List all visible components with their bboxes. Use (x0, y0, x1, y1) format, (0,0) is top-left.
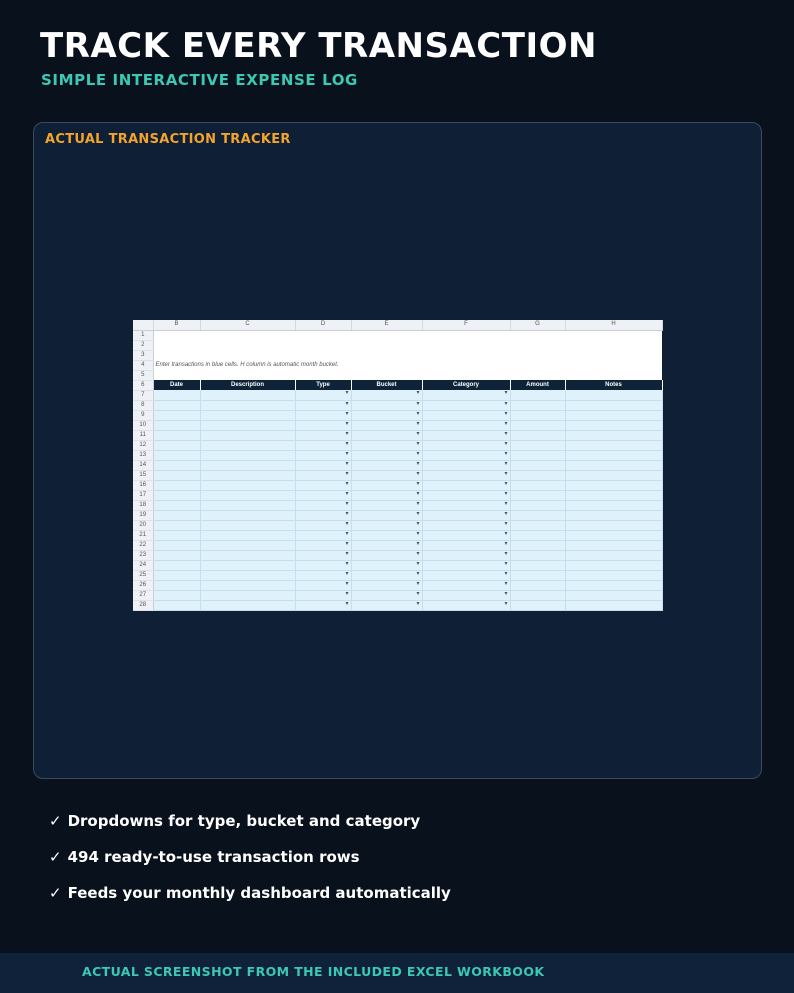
row-number[interactable]: 6 (133, 380, 153, 390)
input-cell-notes[interactable] (565, 510, 662, 520)
dropdown-cell-bucket[interactable] (351, 570, 422, 580)
dropdown-cell-category[interactable] (422, 420, 510, 430)
sheet-cell[interactable] (351, 340, 422, 350)
row-number[interactable]: 26 (133, 580, 153, 590)
input-cell-notes[interactable] (565, 560, 662, 570)
row-number[interactable]: 25 (133, 570, 153, 580)
dropdown-cell-category[interactable] (422, 550, 510, 560)
table-row (133, 470, 662, 480)
input-cell-description[interactable] (200, 450, 295, 460)
dropdown-cell-bucket[interactable] (351, 390, 422, 400)
input-cell-date[interactable] (153, 480, 200, 490)
dropdown-cell-bucket[interactable] (351, 460, 422, 470)
feature-text: 494 ready-to-use transaction rows (67, 848, 360, 866)
table-row (133, 590, 662, 600)
sheet-row (133, 370, 662, 380)
page-title: TRACK EVERY TRANSACTION (40, 26, 597, 66)
dropdown-cell-type[interactable] (295, 520, 351, 530)
input-cell-date[interactable] (153, 460, 200, 470)
dropdown-cell-category[interactable] (422, 460, 510, 470)
input-cell-amount[interactable] (510, 420, 565, 430)
row-number[interactable]: 1 (133, 330, 153, 340)
table-row (133, 460, 662, 470)
row-number[interactable]: 23 (133, 550, 153, 560)
dropdown-cell-type[interactable] (295, 550, 351, 560)
sheet-cell[interactable] (510, 340, 565, 350)
check-icon: ✓ (49, 812, 62, 830)
dropdown-cell-bucket[interactable] (351, 530, 422, 540)
input-cell-date[interactable] (153, 420, 200, 430)
input-cell-description[interactable] (200, 600, 295, 610)
table-row (133, 440, 662, 450)
sheet-row (133, 330, 662, 340)
sheet-cell[interactable] (422, 350, 510, 360)
sheet-cell[interactable] (422, 330, 510, 340)
sheet-cell[interactable] (565, 330, 662, 340)
input-cell-notes[interactable] (565, 430, 662, 440)
dropdown-cell-type[interactable] (295, 510, 351, 520)
input-cell-date[interactable] (153, 510, 200, 520)
column-letter[interactable]: B (153, 320, 200, 330)
sheet-cell[interactable] (565, 350, 662, 360)
column-letter[interactable]: F (422, 320, 510, 330)
row-number[interactable]: 11 (133, 430, 153, 440)
row-number[interactable]: 15 (133, 470, 153, 480)
dropdown-cell-type[interactable] (295, 500, 351, 510)
dropdown-cell-category[interactable] (422, 450, 510, 460)
screenshot-panel (33, 122, 762, 779)
input-cell-notes[interactable] (565, 470, 662, 480)
input-cell-amount[interactable] (510, 560, 565, 570)
dropdown-cell-type[interactable] (295, 530, 351, 540)
spreadsheet-grid (133, 320, 663, 611)
column-letter[interactable]: C (200, 320, 295, 330)
dropdown-cell-bucket[interactable] (351, 400, 422, 410)
dropdown-cell-bucket[interactable] (351, 490, 422, 500)
input-cell-description[interactable] (200, 500, 295, 510)
input-cell-description[interactable] (200, 470, 295, 480)
row-number[interactable]: 18 (133, 500, 153, 510)
footer-bar (0, 953, 794, 993)
instruction-note[interactable]: Enter transactions in blue cells. H column is automatic month bucket. (153, 360, 662, 370)
column-header-bucket[interactable]: Bucket (351, 380, 422, 390)
dropdown-cell-category[interactable] (422, 510, 510, 520)
input-cell-description[interactable] (200, 510, 295, 520)
table-header-row (133, 380, 662, 390)
feature-item (49, 846, 451, 882)
table-row (133, 430, 662, 440)
column-header-notes[interactable]: Notes (565, 380, 662, 390)
table-row (133, 560, 662, 570)
row-number[interactable]: 19 (133, 510, 153, 520)
dropdown-cell-type[interactable] (295, 570, 351, 580)
input-cell-amount[interactable] (510, 460, 565, 470)
dropdown-cell-type[interactable] (295, 600, 351, 610)
dropdown-cell-category[interactable] (422, 580, 510, 590)
input-cell-date[interactable] (153, 500, 200, 510)
input-cell-description[interactable] (200, 480, 295, 490)
row-number[interactable]: 4 (133, 360, 153, 370)
dropdown-cell-bucket[interactable] (351, 600, 422, 610)
input-cell-description[interactable] (200, 580, 295, 590)
sheet-cell[interactable] (565, 340, 662, 350)
row-number[interactable]: 24 (133, 560, 153, 570)
input-cell-amount[interactable] (510, 550, 565, 560)
panel-label: ACTUAL TRANSACTION TRACKER (45, 132, 291, 147)
sheet-row (133, 340, 662, 350)
row-number[interactable]: 9 (133, 410, 153, 420)
dropdown-cell-category[interactable] (422, 400, 510, 410)
sheet-row (133, 350, 662, 360)
input-cell-amount[interactable] (510, 480, 565, 490)
input-cell-description[interactable] (200, 520, 295, 530)
input-cell-date[interactable] (153, 490, 200, 500)
row-number[interactable]: 2 (133, 340, 153, 350)
feature-item (49, 882, 451, 918)
sheet-cell[interactable] (351, 330, 422, 340)
dropdown-cell-bucket[interactable] (351, 590, 422, 600)
input-cell-notes[interactable] (565, 450, 662, 460)
table-row (133, 510, 662, 520)
table-row (133, 490, 662, 500)
input-cell-description[interactable] (200, 490, 295, 500)
input-cell-description[interactable] (200, 400, 295, 410)
dropdown-cell-category[interactable] (422, 520, 510, 530)
input-cell-description[interactable] (200, 390, 295, 400)
dropdown-cell-category[interactable] (422, 590, 510, 600)
sheet-cell[interactable] (565, 370, 662, 380)
row-number[interactable]: 20 (133, 520, 153, 530)
row-number[interactable]: 21 (133, 530, 153, 540)
sheet-cell[interactable] (295, 340, 351, 350)
column-letter[interactable]: D (295, 320, 351, 330)
dropdown-cell-bucket[interactable] (351, 500, 422, 510)
column-header-type[interactable]: Type (295, 380, 351, 390)
dropdown-cell-bucket[interactable] (351, 480, 422, 490)
table-row (133, 530, 662, 540)
row-number[interactable]: 14 (133, 460, 153, 470)
dropdown-cell-type[interactable] (295, 460, 351, 470)
input-cell-description[interactable] (200, 420, 295, 430)
row-number[interactable]: 5 (133, 370, 153, 380)
column-header-row (133, 320, 662, 330)
sheet-cell[interactable] (295, 350, 351, 360)
input-cell-notes[interactable] (565, 550, 662, 560)
input-cell-amount[interactable] (510, 490, 565, 500)
dropdown-cell-type[interactable] (295, 400, 351, 410)
input-cell-date[interactable] (153, 450, 200, 460)
input-cell-description[interactable] (200, 540, 295, 550)
input-cell-date[interactable] (153, 470, 200, 480)
input-cell-amount[interactable] (510, 510, 565, 520)
footer-caption: ACTUAL SCREENSHOT FROM THE INCLUDED EXCEL WORKBOOK (82, 964, 545, 979)
input-cell-date[interactable] (153, 530, 200, 540)
input-cell-amount[interactable] (510, 590, 565, 600)
row-number[interactable]: 17 (133, 490, 153, 500)
sheet-cell[interactable] (510, 370, 565, 380)
dropdown-cell-type[interactable] (295, 450, 351, 460)
dropdown-cell-category[interactable] (422, 560, 510, 570)
table-row (133, 390, 662, 400)
sheet-cell[interactable] (295, 330, 351, 340)
dropdown-cell-category[interactable] (422, 570, 510, 580)
dropdown-cell-type[interactable] (295, 430, 351, 440)
select-all-corner[interactable] (133, 320, 153, 330)
input-cell-date[interactable] (153, 400, 200, 410)
input-cell-amount[interactable] (510, 400, 565, 410)
input-cell-notes[interactable] (565, 600, 662, 610)
table-row (133, 580, 662, 590)
table-row (133, 420, 662, 430)
table-row (133, 600, 662, 610)
input-cell-amount[interactable] (510, 470, 565, 480)
input-cell-date[interactable] (153, 570, 200, 580)
dropdown-cell-bucket[interactable] (351, 440, 422, 450)
input-cell-notes[interactable] (565, 580, 662, 590)
column-header-date[interactable]: Date (153, 380, 200, 390)
input-cell-notes[interactable] (565, 540, 662, 550)
sheet-cell[interactable] (422, 340, 510, 350)
input-cell-date[interactable] (153, 520, 200, 530)
input-cell-date[interactable] (153, 580, 200, 590)
input-cell-date[interactable] (153, 560, 200, 570)
input-cell-amount[interactable] (510, 540, 565, 550)
sheet-cell[interactable] (422, 370, 510, 380)
input-cell-amount[interactable] (510, 570, 565, 580)
input-cell-description[interactable] (200, 550, 295, 560)
dropdown-cell-category[interactable] (422, 410, 510, 420)
spreadsheet-body (133, 330, 662, 610)
column-header-amount[interactable]: Amount (510, 380, 565, 390)
table-row (133, 550, 662, 560)
input-cell-notes[interactable] (565, 390, 662, 400)
dropdown-cell-category[interactable] (422, 530, 510, 540)
check-icon: ✓ (49, 848, 62, 866)
row-number[interactable]: 27 (133, 590, 153, 600)
input-cell-description[interactable] (200, 530, 295, 540)
row-number[interactable]: 12 (133, 440, 153, 450)
input-cell-date[interactable] (153, 430, 200, 440)
dropdown-cell-type[interactable] (295, 490, 351, 500)
row-number[interactable]: 16 (133, 480, 153, 490)
input-cell-notes[interactable] (565, 570, 662, 580)
column-letter[interactable]: E (351, 320, 422, 330)
feature-text: Feeds your monthly dashboard automatically (67, 884, 451, 902)
sheet-cell[interactable] (153, 340, 200, 350)
dropdown-cell-bucket[interactable] (351, 510, 422, 520)
input-cell-notes[interactable] (565, 530, 662, 540)
dropdown-cell-type[interactable] (295, 580, 351, 590)
column-header-category[interactable]: Category (422, 380, 510, 390)
column-letter[interactable]: G (510, 320, 565, 330)
dropdown-cell-category[interactable] (422, 390, 510, 400)
table-row (133, 410, 662, 420)
row-number[interactable]: 22 (133, 540, 153, 550)
column-header-description[interactable]: Description (200, 380, 295, 390)
dropdown-cell-bucket[interactable] (351, 430, 422, 440)
dropdown-cell-type[interactable] (295, 390, 351, 400)
row-number[interactable]: 10 (133, 420, 153, 430)
input-cell-description[interactable] (200, 570, 295, 580)
dropdown-cell-category[interactable] (422, 490, 510, 500)
input-cell-description[interactable] (200, 590, 295, 600)
table-row (133, 540, 662, 550)
row-number[interactable]: 3 (133, 350, 153, 360)
sheet-cell[interactable] (295, 370, 351, 380)
input-cell-date[interactable] (153, 540, 200, 550)
input-cell-description[interactable] (200, 460, 295, 470)
input-cell-description[interactable] (200, 410, 295, 420)
input-cell-amount[interactable] (510, 520, 565, 530)
table-row (133, 450, 662, 460)
input-cell-notes[interactable] (565, 480, 662, 490)
sheet-cell[interactable] (200, 350, 295, 360)
dropdown-cell-category[interactable] (422, 500, 510, 510)
input-cell-description[interactable] (200, 430, 295, 440)
input-cell-date[interactable] (153, 440, 200, 450)
sheet-cell[interactable] (200, 330, 295, 340)
input-cell-amount[interactable] (510, 430, 565, 440)
row-number[interactable]: 7 (133, 390, 153, 400)
dropdown-cell-bucket[interactable] (351, 540, 422, 550)
dropdown-cell-bucket[interactable] (351, 420, 422, 430)
input-cell-notes[interactable] (565, 500, 662, 510)
sheet-cell[interactable] (510, 330, 565, 340)
check-icon: ✓ (49, 884, 62, 902)
input-cell-notes[interactable] (565, 440, 662, 450)
feature-text: Dropdowns for type, bucket and category (67, 812, 421, 830)
table-row (133, 400, 662, 410)
input-cell-notes[interactable] (565, 520, 662, 530)
dropdown-cell-bucket[interactable] (351, 550, 422, 560)
dropdown-cell-bucket[interactable] (351, 450, 422, 460)
dropdown-cell-type[interactable] (295, 410, 351, 420)
row-number[interactable]: 28 (133, 600, 153, 610)
dropdown-cell-type[interactable] (295, 440, 351, 450)
input-cell-date[interactable] (153, 390, 200, 400)
input-cell-amount[interactable] (510, 600, 565, 610)
sheet-cell[interactable] (351, 370, 422, 380)
dropdown-cell-category[interactable] (422, 480, 510, 490)
dropdown-cell-type[interactable] (295, 420, 351, 430)
dropdown-cell-type[interactable] (295, 470, 351, 480)
input-cell-description[interactable] (200, 560, 295, 570)
sheet-cell[interactable] (153, 330, 200, 340)
dropdown-cell-category[interactable] (422, 470, 510, 480)
input-cell-notes[interactable] (565, 410, 662, 420)
dropdown-cell-bucket[interactable] (351, 410, 422, 420)
sheet-cell[interactable] (200, 370, 295, 380)
input-cell-date[interactable] (153, 550, 200, 560)
table-row (133, 520, 662, 530)
row-number[interactable]: 8 (133, 400, 153, 410)
table-row (133, 480, 662, 490)
row-number[interactable]: 13 (133, 450, 153, 460)
input-cell-amount[interactable] (510, 390, 565, 400)
sheet-cell[interactable] (153, 370, 200, 380)
sheet-cell[interactable] (200, 340, 295, 350)
sheet-cell[interactable] (153, 350, 200, 360)
dropdown-cell-category[interactable] (422, 430, 510, 440)
table-row (133, 570, 662, 580)
input-cell-amount[interactable] (510, 410, 565, 420)
page-subtitle: SIMPLE INTERACTIVE EXPENSE LOG (41, 71, 358, 89)
feature-list (49, 810, 451, 918)
spreadsheet (133, 320, 662, 608)
dropdown-cell-bucket[interactable] (351, 470, 422, 480)
dropdown-cell-category[interactable] (422, 600, 510, 610)
dropdown-cell-type[interactable] (295, 590, 351, 600)
column-letter[interactable]: H (565, 320, 662, 330)
input-cell-amount[interactable] (510, 530, 565, 540)
dropdown-cell-category[interactable] (422, 440, 510, 450)
input-cell-date[interactable] (153, 590, 200, 600)
input-cell-notes[interactable] (565, 490, 662, 500)
sheet-cell[interactable] (510, 350, 565, 360)
dropdown-cell-type[interactable] (295, 540, 351, 550)
dropdown-cell-bucket[interactable] (351, 580, 422, 590)
input-cell-amount[interactable] (510, 580, 565, 590)
feature-item (49, 810, 451, 846)
dropdown-cell-type[interactable] (295, 560, 351, 570)
input-cell-amount[interactable] (510, 440, 565, 450)
dropdown-cell-bucket[interactable] (351, 560, 422, 570)
table-row (133, 500, 662, 510)
input-cell-notes[interactable] (565, 400, 662, 410)
dropdown-cell-type[interactable] (295, 480, 351, 490)
input-cell-date[interactable] (153, 410, 200, 420)
dropdown-cell-category[interactable] (422, 540, 510, 550)
input-cell-date[interactable] (153, 600, 200, 610)
input-cell-amount[interactable] (510, 450, 565, 460)
input-cell-notes[interactable] (565, 460, 662, 470)
dropdown-cell-bucket[interactable] (351, 520, 422, 530)
input-cell-description[interactable] (200, 440, 295, 450)
input-cell-notes[interactable] (565, 590, 662, 600)
sheet-cell[interactable] (351, 350, 422, 360)
input-cell-amount[interactable] (510, 500, 565, 510)
sheet-row (133, 360, 662, 370)
input-cell-notes[interactable] (565, 420, 662, 430)
